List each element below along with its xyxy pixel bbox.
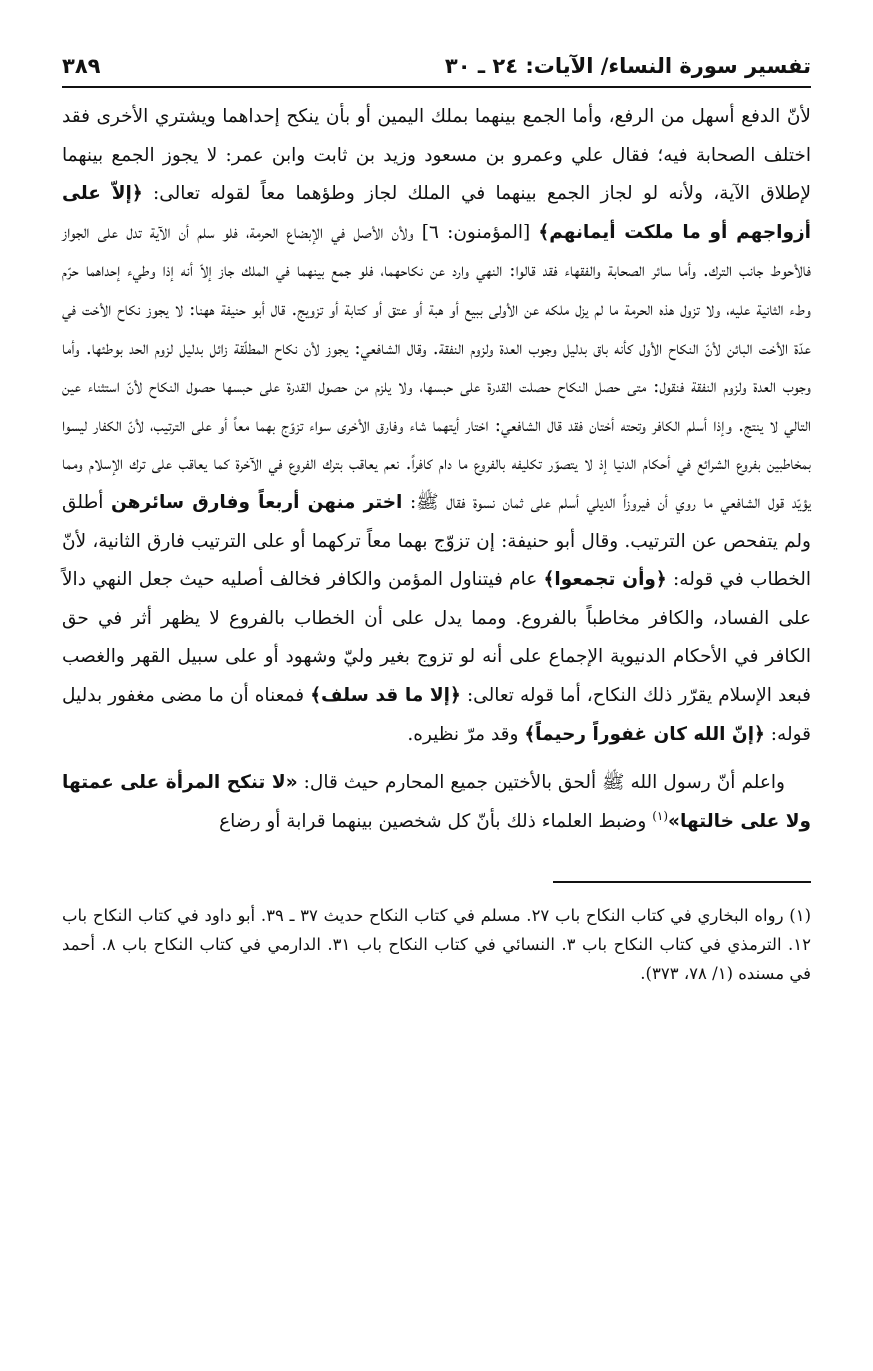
text-run: [المؤمنون: ٦] ولأن الأصل في الإبضاع الحرمة، فلو سلم أن الآية تدل على الجواز فالأحوط جانب الترك. وأما سائر الصحابة والفقهاء فقد قالوا: النهي وارد عن نكاحهما، فلو جمع بينهما في الملك جاز إلاّ أنه إذا وطيء إحداهما حرّم وطء الثانية عليه، ولا تزول هذه الحرمة ما لم يزل ملكه عن الأولى ببيع أو هبة أو عتق أو كتابة أو تزويج. قال أبو حنيفة ههنا: لا يجوز نكاح الأخت في عدّة الأخت البائن لأنّ النكاح الأول كأنه باق بدليل وجوب العدة ولزوم النفقة. وقال الشافعي: يجوز لأن نكاح المطلّقة زائل بدليل لزوم الحد بوطئها. وأما وجوب العدة ولزوم النفقة فنقول: متى حصل النكاح حصلت القدرة على حبسها، ولا يلزم من حصول القدرة على حبسها حصول النكاح لأنّ استثناء عين التالي لا ينتج. وإذا أسلم الكافر وتحته أختان فقد قال الشافعي: اختار أيتهما شاء وفارق الأخرى سواء تزوّج بهما معاً أو على الترتيب، لأنّ الكفار ليسوا بمخاطبين بفروع الشرائع في أحكام الدنيا إذ لا يتصوّر تكليفه بالفروع ما دام كافراً. نعم يعاقب بترك الفروع في الآخرة كما يعاقب على ترك الإسلام ومما يؤيّد قول الشافعي ما روي أن فيروزاً الديلي أسلم على ثمان نسوة فقال ﷺ:: [62, 221, 811, 513]
hadith-quote: «لا تنكح المرأة على عمتها ولا على خالتها»: [62, 772, 811, 832]
text-run: وقد مرّ نظيره.: [407, 723, 519, 745]
footnotes: [62, 901, 811, 988]
text-run: وضبط العلماء ذلك بأنّ كل شخصين بينهما قرابة أو رضاع: [219, 810, 647, 832]
paragraph: [62, 764, 811, 841]
quran-quote: ﴿وأن تجمعوا﴾: [543, 569, 667, 591]
header-rule: [62, 86, 811, 88]
quran-quote: ﴿إنّ الله كان غفوراً رحيماً﴾: [524, 723, 765, 745]
text-run: فمعناه أن ما مضى مغفور بدليل قوله:: [62, 684, 811, 745]
main-text: [62, 98, 811, 841]
running-header: [62, 52, 811, 80]
footnote-reference[interactable]: (١): [652, 808, 669, 823]
quran-quote: ﴿إلاّ على أزواجهم أو ما ملكت أيمانهم﴾: [62, 183, 811, 243]
text-run: واعلم أنّ رسول الله ﷺ ألحق بالأختين جميع المحارم حيث قال:: [303, 772, 785, 794]
paragraph: [62, 98, 811, 754]
text-run: لأنّ الدفع أسهل من الرفع، وأما الجمع بينهما بملك اليمين أو بأن ينكح إحداهما ويشتري الأخرى فقد اختلف الصحابة فيه؛ فقال علي وعمرو بن مسعود وزيد بن ثابت وابن عمر: لا يجوز الجمع بينهما لإطلاق الآية، ولأنه لو لجاز الجمع بينهما في الملك لجاز وطؤهما معاً لقوله تعالى:: [62, 106, 811, 205]
quran-quote: ﴿إلا ما قد سلف﴾: [310, 684, 461, 706]
text-run: أطلق ولم يتفحص عن الترتيب. وقال أبو حنيفة: إن تزوّج بهما معاً تركهما أو على الترتيب فارق الثانية، لأنّ الخطاب في قوله:: [62, 491, 811, 591]
text-run: عام فيتناول المؤمن والكافر فخالف أصليه حيث جعل النهي دالاً على الفساد، والكافر مخاطباً بالفروع. ومما يدل على أن الخطاب بالفروع لا يظهر أثر في حق الكافر في الأحكام الدنيوية الإجماع على أنه لو تزوج بغير وليّ وشهود أو على سبيل القهر والغصب فبعد الإسلام يقرّر ذلك النكاح، أما قوله تعالى:: [62, 569, 812, 706]
footnote-rule: [553, 881, 811, 883]
running-title: تفسير سورة النساء/ الآيات: ٢٤ ـ ٣٠: [444, 54, 811, 78]
hadith-quote: اختر منهن أربعاً وفارق سائرهن: [111, 491, 403, 513]
page-number: ٣٨٩: [62, 54, 101, 78]
footnote: (١) رواه البخاري في كتاب النكاح باب ٢٧. مسلم في كتاب النكاح حديث ٣٧ ـ ٣٩. أبو داود في كتاب النكاح باب ١٢. الترمذي في كتاب النكاح باب ٣. النسائي في كتاب النكاح باب ٣١. الدارمي في كتاب النكاح باب ٨. أحمد في مسنده (١/ ٧٨، ٣٧٣).: [62, 906, 812, 984]
